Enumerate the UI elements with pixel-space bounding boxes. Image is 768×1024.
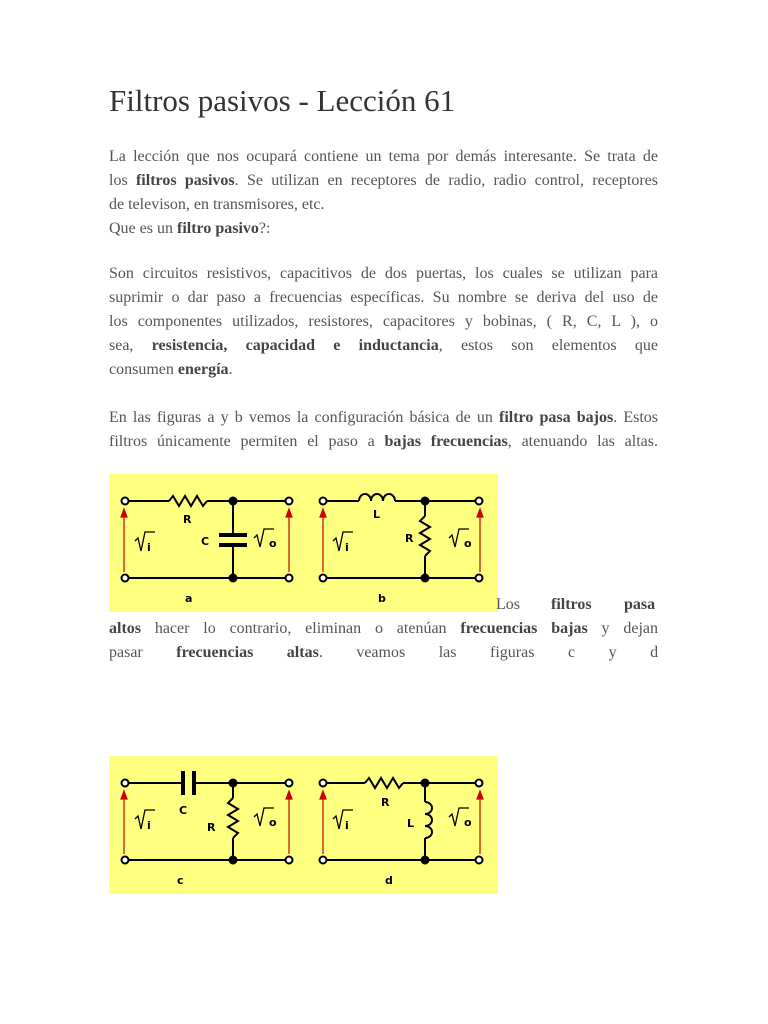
- input-terminal-bottom: [122, 575, 129, 582]
- bold-term: filtros pasivos: [135, 172, 235, 189]
- label-L: L: [373, 508, 381, 521]
- label-vout-sub: o: [464, 537, 472, 550]
- text: c: [567, 644, 576, 661]
- text: figuras: [490, 644, 535, 661]
- input-terminal-top: [320, 498, 327, 505]
- intro-line-1: La lección que nos ocupará contiene un tema por demás interesante. Se trata de: [109, 148, 658, 165]
- figure-label: c: [177, 874, 184, 887]
- label-L: L: [407, 817, 415, 830]
- output-terminal-top: [286, 498, 293, 505]
- bold-term: altos: [109, 620, 141, 637]
- label-vin-sub: i: [147, 541, 151, 554]
- text: .: [228, 361, 233, 378]
- figure-lowpass-circuits: [109, 474, 498, 612]
- input-terminal-bottom: [320, 857, 327, 864]
- text: d: [650, 644, 659, 661]
- text: . Estos: [613, 409, 659, 426]
- bold-term: resistencia, capacidad e inductancia: [151, 337, 439, 354]
- text: hacer lo contrario, eliminan o atenúan: [141, 620, 461, 637]
- text: . Se utilizan en receptores de radio, radio control, receptores: [234, 172, 659, 189]
- input-terminal-bottom: [122, 857, 129, 864]
- bold-term: energía: [177, 361, 229, 378]
- text: ?:: [258, 220, 271, 237]
- output-terminal-bottom: [476, 857, 483, 864]
- text: pasar: [109, 644, 143, 661]
- text: y dejan: [587, 620, 659, 637]
- text: filtros únicamente permiten el paso a: [109, 433, 385, 450]
- output-terminal-bottom: [286, 857, 293, 864]
- bold-term: bajas frecuencias: [384, 433, 508, 450]
- highpass-paragraph: [109, 617, 658, 665]
- label-R: R: [207, 821, 216, 834]
- definition-line-5: [109, 358, 658, 382]
- intro-line-4: [109, 217, 658, 241]
- bold-term: filtros: [551, 596, 592, 613]
- intro-line-3: de televison, en transmisores, etc.: [109, 196, 325, 213]
- bold-term: frecuencias bajas: [460, 620, 588, 637]
- lowpass-paragraph: [109, 406, 658, 454]
- figure-background: [109, 474, 498, 612]
- highpass-line-2: [109, 617, 658, 641]
- label-vin-sub: i: [147, 819, 151, 832]
- definition-line-1: Son circuitos resistivos, capacitivos de dos puertas, los cuales se utilizan para: [109, 265, 658, 282]
- label-R: R: [405, 532, 414, 545]
- text: sea,: [109, 337, 152, 354]
- text: consumen: [109, 361, 178, 378]
- output-terminal-top: [476, 498, 483, 505]
- highpass-line-3: [109, 641, 658, 665]
- output-terminal-top: [286, 780, 293, 787]
- output-terminal-bottom: [286, 575, 293, 582]
- intro-line-2: [109, 169, 658, 193]
- text: Los: [496, 596, 520, 613]
- lowpass-line-2: [109, 430, 658, 454]
- definition-line-2: suprimir o dar paso a frecuencias específicas. Su nombre se deriva del uso de: [109, 289, 658, 306]
- junction-dot: [230, 575, 237, 582]
- definition-paragraph: [109, 262, 658, 382]
- definition-line-3: los componentes utilizados, resistores, capacitores y bobinas, ( R, C, L ), o: [109, 313, 658, 330]
- page-title: Filtros pasivos - Lección 61: [109, 83, 456, 118]
- output-terminal-bottom: [476, 575, 483, 582]
- bold-term: filtro pasivo: [176, 220, 259, 237]
- label-vout-sub: o: [269, 816, 277, 829]
- label-C: C: [179, 804, 188, 817]
- text: Que es un: [109, 220, 177, 237]
- lowpass-line-1: [109, 406, 658, 430]
- text: las: [438, 644, 457, 661]
- input-terminal-bottom: [320, 575, 327, 582]
- figure-highpass-circuits: [109, 756, 498, 894]
- intro-paragraph: [109, 145, 658, 241]
- figure-label: b: [378, 592, 386, 605]
- output-terminal-top: [476, 780, 483, 787]
- text: los: [109, 172, 136, 189]
- bold-term: filtro pasa bajos: [498, 409, 614, 426]
- input-terminal-top: [122, 780, 129, 787]
- text: y: [608, 644, 617, 661]
- bold-term: frecuencias altas: [176, 644, 319, 661]
- figure-label: a: [185, 592, 193, 605]
- text: , atenuando las altas.: [507, 433, 659, 450]
- junction-dot: [422, 857, 429, 864]
- figure-background: [109, 756, 498, 894]
- text: En las figuras a y b vemos la configuración básica de un: [109, 409, 499, 426]
- text: veamos: [356, 644, 406, 661]
- figure-label: d: [385, 874, 393, 887]
- text: .: [318, 644, 323, 661]
- label-vout-sub: o: [464, 816, 472, 829]
- input-terminal-top: [320, 780, 327, 787]
- label-vout-sub: o: [269, 537, 277, 550]
- label-C: C: [201, 535, 210, 548]
- bold-term: pasa: [624, 596, 656, 613]
- input-terminal-top: [122, 498, 129, 505]
- junction-dot: [230, 857, 237, 864]
- label-R: R: [381, 796, 390, 809]
- label-R: R: [183, 513, 192, 526]
- label-vin-sub: i: [345, 541, 349, 554]
- junction-dot: [422, 575, 429, 582]
- text: , estos son elementos que: [438, 337, 658, 354]
- label-vin-sub: i: [345, 819, 349, 832]
- definition-line-4: [109, 334, 658, 358]
